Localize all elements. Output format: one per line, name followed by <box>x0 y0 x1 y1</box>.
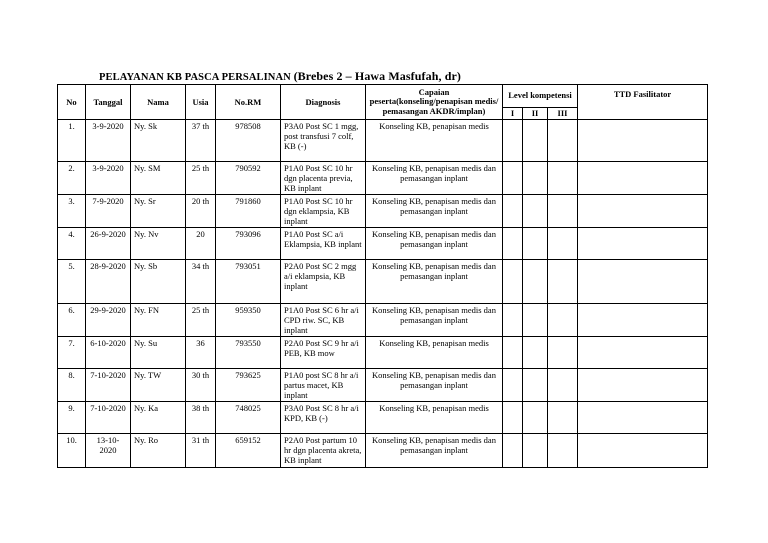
row-level-i <box>503 402 523 434</box>
row-ttd <box>578 304 708 337</box>
row-no: 7. <box>58 337 86 369</box>
header-tanggal: Tanggal <box>86 85 131 120</box>
row-ttd <box>578 402 708 434</box>
row-tanggal: 3-9-2020 <box>86 120 131 162</box>
row-level-i <box>503 304 523 337</box>
row-ttd <box>578 337 708 369</box>
row-level-iii <box>548 369 578 402</box>
row-capaian: Konseling KB, penapisan medis <box>366 402 503 434</box>
row-diagnosis: P1A0 Post SC 10 hr dgn eklampsia, KB inplant <box>281 195 366 228</box>
row-level-ii <box>523 337 548 369</box>
row-ttd <box>578 120 708 162</box>
row-nama: Ny. FN <box>131 304 186 337</box>
row-capaian: Konseling KB, penapisan medis dan pemasangan inplant <box>366 228 503 260</box>
document-title <box>99 69 461 84</box>
row-norm: 791860 <box>216 195 281 228</box>
row-level-ii <box>523 304 548 337</box>
row-tanggal: 29-9-2020 <box>86 304 131 337</box>
row-tanggal: 28-9-2020 <box>86 260 131 304</box>
row-tanggal: 7-9-2020 <box>86 195 131 228</box>
title-subtitle: (Brebes 2 – Hawa Masfufah, dr) <box>293 69 462 83</box>
row-usia: 25 th <box>186 162 216 195</box>
row-usia: 25 th <box>186 304 216 337</box>
row-norm: 978508 <box>216 120 281 162</box>
row-level-iii <box>548 195 578 228</box>
row-level-iii <box>548 120 578 162</box>
row-no: 4. <box>58 228 86 260</box>
table-body <box>58 120 708 468</box>
header-no: No <box>58 85 86 120</box>
row-capaian: Konseling KB, penapisan medis <box>366 120 503 162</box>
row-diagnosis: P2A0 Post SC 2 mgg a/i eklampsia, KB inplant <box>281 260 366 304</box>
row-level-i <box>503 120 523 162</box>
row-ttd <box>578 228 708 260</box>
header-level-ii: II <box>523 108 548 120</box>
row-nama: Ny. Sr <box>131 195 186 228</box>
row-no: 9. <box>58 402 86 434</box>
row-norm: 793550 <box>216 337 281 369</box>
header-diagnosis: Diagnosis <box>281 85 366 120</box>
row-diagnosis: P3A0 Post SC 1 mgg, post transfusi 7 colf, KB (-) <box>281 120 366 162</box>
row-level-iii <box>548 337 578 369</box>
row-ttd <box>578 195 708 228</box>
row-level-ii <box>523 195 548 228</box>
row-usia: 31 th <box>186 434 216 468</box>
row-norm: 793625 <box>216 369 281 402</box>
row-usia: 20 <box>186 228 216 260</box>
table-row <box>58 195 708 228</box>
table-row <box>58 120 708 162</box>
row-level-iii <box>548 260 578 304</box>
row-tanggal: 6-10-2020 <box>86 337 131 369</box>
row-level-iii <box>548 304 578 337</box>
row-ttd <box>578 260 708 304</box>
header-level-i: I <box>503 108 523 120</box>
row-nama: Ny. TW <box>131 369 186 402</box>
row-level-ii <box>523 228 548 260</box>
row-level-ii <box>523 434 548 468</box>
row-level-ii <box>523 162 548 195</box>
row-tanggal: 7-10-2020 <box>86 369 131 402</box>
header-usia: Usia <box>186 85 216 120</box>
row-capaian: Konseling KB, penapisan medis dan pemasangan inplant <box>366 162 503 195</box>
row-nama: Ny. Su <box>131 337 186 369</box>
row-capaian: Konseling KB, penapisan medis dan pemasangan inplant <box>366 260 503 304</box>
table-row <box>58 402 708 434</box>
header-nama: Nama <box>131 85 186 120</box>
row-level-ii <box>523 120 548 162</box>
row-no: 3. <box>58 195 86 228</box>
row-capaian: Konseling KB, penapisan medis dan pemasangan inplant <box>366 195 503 228</box>
row-nama: Ny. SM <box>131 162 186 195</box>
header-ttd: TTD Fasilitator <box>578 85 708 120</box>
row-norm: 959350 <box>216 304 281 337</box>
row-nama: Ny. Ro <box>131 434 186 468</box>
header-norm: No.RM <box>216 85 281 120</box>
row-level-ii <box>523 260 548 304</box>
row-level-ii <box>523 402 548 434</box>
table-row <box>58 369 708 402</box>
row-level-iii <box>548 402 578 434</box>
row-diagnosis: P1A0 Post SC a/i Eklampsia, KB inplant <box>281 228 366 260</box>
row-ttd <box>578 162 708 195</box>
row-usia: 37 th <box>186 120 216 162</box>
row-tanggal: 26-9-2020 <box>86 228 131 260</box>
row-nama: Ny. Nv <box>131 228 186 260</box>
row-usia: 38 th <box>186 402 216 434</box>
row-nama: Ny. Sk <box>131 120 186 162</box>
row-nama: Ny. Sb <box>131 260 186 304</box>
row-level-i <box>503 434 523 468</box>
row-diagnosis: P1A0 Post SC 10 hr dgn placenta previa, KB inplant <box>281 162 366 195</box>
row-ttd <box>578 369 708 402</box>
row-capaian: Konseling KB, penapisan medis dan pemasangan inplant <box>366 434 503 468</box>
row-usia: 20 th <box>186 195 216 228</box>
row-level-iii <box>548 162 578 195</box>
row-level-i <box>503 162 523 195</box>
table-row <box>58 337 708 369</box>
table-row <box>58 304 708 337</box>
row-level-i <box>503 369 523 402</box>
kb-service-table <box>57 84 708 468</box>
row-norm: 659152 <box>216 434 281 468</box>
row-no: 6. <box>58 304 86 337</box>
table-row <box>58 228 708 260</box>
row-no: 8. <box>58 369 86 402</box>
row-usia: 34 th <box>186 260 216 304</box>
row-level-i <box>503 260 523 304</box>
row-no: 2. <box>58 162 86 195</box>
row-level-iii <box>548 228 578 260</box>
row-diagnosis: P2A0 Post SC 9 hr a/i PEB, KB mow <box>281 337 366 369</box>
row-norm: 790592 <box>216 162 281 195</box>
row-capaian: Konseling KB, penapisan medis dan pemasangan inplant <box>366 304 503 337</box>
row-ttd <box>578 434 708 468</box>
row-diagnosis: P3A0 Post SC 8 hr a/i KPD, KB (-) <box>281 402 366 434</box>
row-no: 10. <box>58 434 86 468</box>
header-level: Level kompetensi <box>503 85 578 108</box>
table-row <box>58 260 708 304</box>
row-tanggal: 13-10-2020 <box>86 434 131 468</box>
row-norm: 793096 <box>216 228 281 260</box>
row-usia: 36 <box>186 337 216 369</box>
header-capaian: Capaian peserta(konseling/penapisan medis/ pemasangan AKDR/implan) <box>366 85 503 120</box>
table-row <box>58 434 708 468</box>
row-diagnosis: P2A0 Post partum 10 hr dgn placenta akreta, KB inplant <box>281 434 366 468</box>
row-no: 1. <box>58 120 86 162</box>
row-capaian: Konseling KB, penapisan medis dan pemasangan inplant <box>366 369 503 402</box>
row-level-iii <box>548 434 578 468</box>
row-level-ii <box>523 369 548 402</box>
row-tanggal: 7-10-2020 <box>86 402 131 434</box>
row-no: 5. <box>58 260 86 304</box>
row-usia: 30 th <box>186 369 216 402</box>
header-level-iii: III <box>548 108 578 120</box>
row-diagnosis: P1A0 post SC 8 hr a/i partus macet, KB inplant <box>281 369 366 402</box>
row-level-i <box>503 195 523 228</box>
row-tanggal: 3-9-2020 <box>86 162 131 195</box>
row-nama: Ny. Ka <box>131 402 186 434</box>
table-row <box>58 162 708 195</box>
title-main: PELAYANAN KB PASCA PERSALINAN <box>99 72 294 83</box>
row-capaian: Konseling KB, penapisan medis <box>366 337 503 369</box>
row-level-i <box>503 228 523 260</box>
row-diagnosis: P1A0 Post SC 6 hr a/i CPD riw. SC, KB inplant <box>281 304 366 337</box>
row-level-i <box>503 337 523 369</box>
row-norm: 748025 <box>216 402 281 434</box>
row-norm: 793051 <box>216 260 281 304</box>
